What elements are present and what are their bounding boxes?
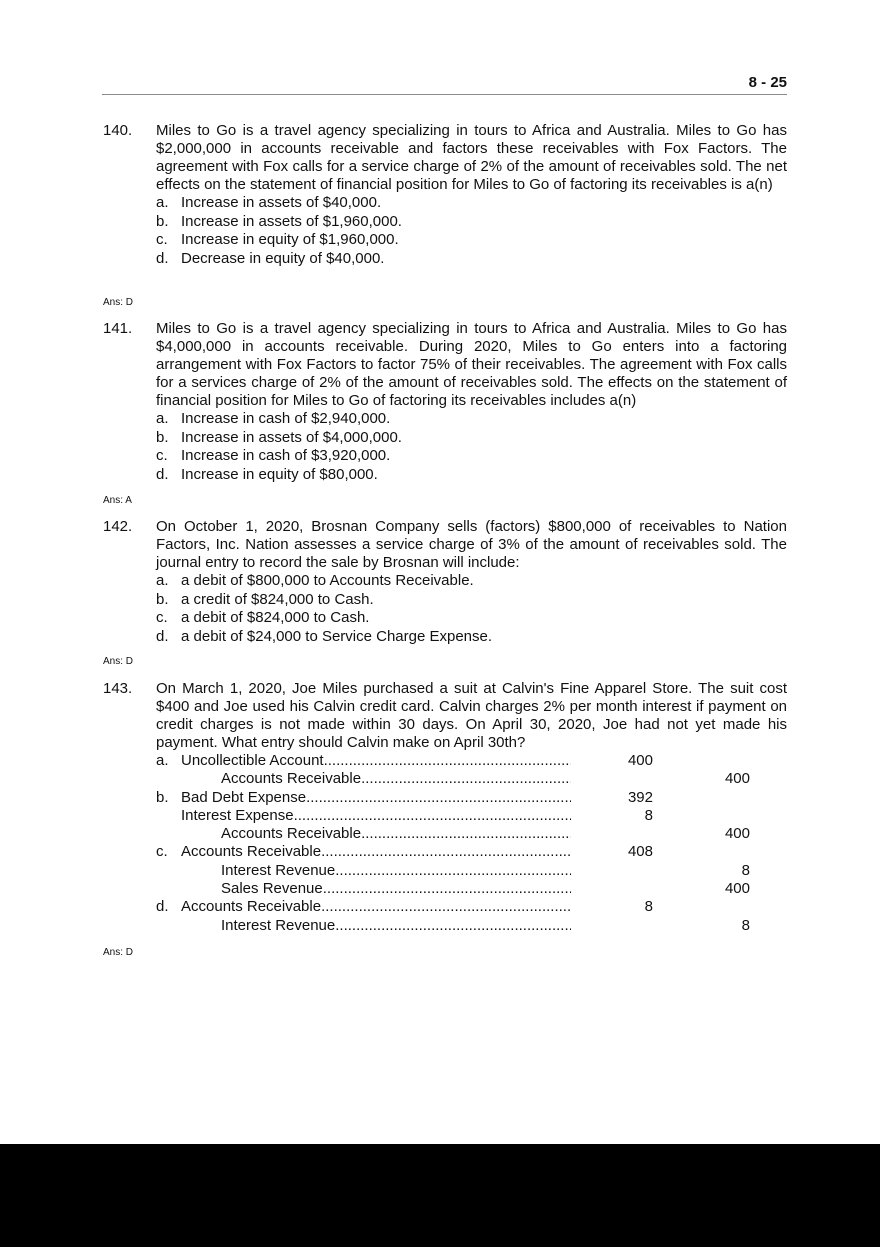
debit-amount: 8 (644, 898, 653, 916)
question-number: 143. (103, 680, 133, 697)
journal-row (156, 862, 787, 880)
answer-140: Ans: D (103, 297, 134, 308)
journal-row (156, 770, 787, 788)
journal-row (156, 880, 787, 898)
option-c: c. a debit of $824,000 to Cash. (156, 609, 370, 626)
account-name: Accounts Receivable ..... (221, 825, 571, 843)
debit-amount: 392 (627, 788, 653, 806)
question-142 (103, 518, 787, 646)
debit-amount: 408 (627, 843, 653, 861)
account-name: Accounts Receivable ..... (181, 898, 571, 916)
question-text: Miles to Go is a travel agency specializing in tours to Africa and Australia. Miles to Go has $4,000,000 in accounts receivable. During 2020, Miles to Go enters into a factoring arrangement with Fox Factors to factor 75% of their receivables. The agreement with Fox calls for a services charge of 2% of the amount of receivables sold. The effects on the statement of financial position for Miles to Go of factoring its receivables includes a(n) (156, 320, 787, 409)
journal-row (156, 807, 787, 825)
credit-amount: 8 (741, 861, 750, 879)
answer-143: Ans: D (103, 947, 134, 958)
debit-amount: 8 (644, 806, 653, 824)
journal-row: a. Uncollectible Account ..... 400 (156, 752, 787, 770)
option-c: c. Increase in cash of $3,920,000. (156, 447, 391, 464)
answer-142: Ans: D (103, 656, 134, 667)
journal-row (156, 917, 787, 935)
credit-amount: 400 (724, 880, 750, 898)
option-a: a. Increase in cash of $2,940,000. (156, 410, 391, 427)
question-number: 141. (103, 320, 133, 337)
option-b: b. Increase in assets of $4,000,000. (156, 428, 402, 446)
debit-amount: 400 (627, 752, 653, 769)
option-a: a. Increase in assets of $40,000. (156, 194, 382, 211)
question-143 (103, 680, 787, 935)
option-c: c. Increase in equity of $1,960,000. (156, 231, 399, 248)
option-list (156, 572, 787, 646)
option-d: d. Increase in equity of $80,000. (156, 465, 378, 483)
account-name: Interest Revenue ..... (221, 862, 571, 880)
question-number: 142. (103, 518, 133, 535)
question-text: On March 1, 2020, Joe Miles purchased a suit at Calvin's Fine Apparel Store. The suit cost $400 and Joe used his Calvin credit card. Calvin charges 2% per month interest if payment on credit charges is not made within 30 days. On April 30, 2020, Joe had not yet made his payment. What entry should Calvin make on April 30th? (156, 680, 787, 751)
option-list (156, 410, 787, 484)
option-b: b. Increase in assets of $1,960,000. (156, 212, 402, 230)
account-name: Accounts Receivable ..... (221, 770, 571, 788)
account-name: Bad Debt Expense ..... (181, 789, 571, 807)
journal-entry-options (156, 752, 787, 935)
account-name: Accounts Receivable ..... (181, 843, 571, 861)
option-d: d. Decrease in equity of $40,000. (156, 249, 385, 267)
account-name: Interest Revenue ..... (221, 917, 571, 935)
credit-amount: 400 (724, 770, 750, 788)
question-text: On October 1, 2020, Brosnan Company sells (factors) $800,000 of receivables to Nation Factors, Inc. Nation assesses a service charge of 3% of the amount of receivables sold. The journal entry to record the sale by Brosnan will include: (156, 518, 787, 571)
question-text: Miles to Go is a travel agency specializing in tours to Africa and Australia. Miles to Go has $2,000,000 in accounts receivable and factors these receivables with Fox Factors. The agreement with Fox calls for a service charge of 2% of the amount of receivables sold. The net effects on the statement of financial position for Miles to Go of factoring its receivables is a(n) (156, 122, 787, 193)
account-name: Sales Revenue ..... (221, 880, 571, 898)
black-bottom-band (0, 1144, 880, 1247)
page-number: 8 - 25 (748, 74, 787, 91)
option-b: b. a credit of $824,000 to Cash. (156, 590, 374, 608)
journal-row (156, 825, 787, 843)
question-141 (103, 320, 787, 484)
question-number: 140. (103, 122, 133, 139)
credit-amount: 400 (724, 825, 750, 843)
account-name: Uncollectible Account ..... (181, 752, 571, 770)
option-a: a. a debit of $800,000 to Accounts Receivable. (156, 572, 474, 589)
credit-amount: 8 (741, 916, 750, 934)
option-d: d. a debit of $24,000 to Service Charge Expense. (156, 627, 493, 645)
journal-row: c. Accounts Receivable ..... 408 (156, 843, 787, 861)
question-140 (103, 122, 787, 268)
journal-row: d. Accounts Receivable ..... 8 (156, 898, 787, 916)
answer-141: Ans: A (103, 495, 132, 506)
page-header (102, 74, 787, 95)
account-name: Interest Expense ..... (181, 807, 571, 825)
option-list (156, 194, 787, 268)
journal-row: b. Bad Debt Expense ..... 392 (156, 789, 787, 807)
